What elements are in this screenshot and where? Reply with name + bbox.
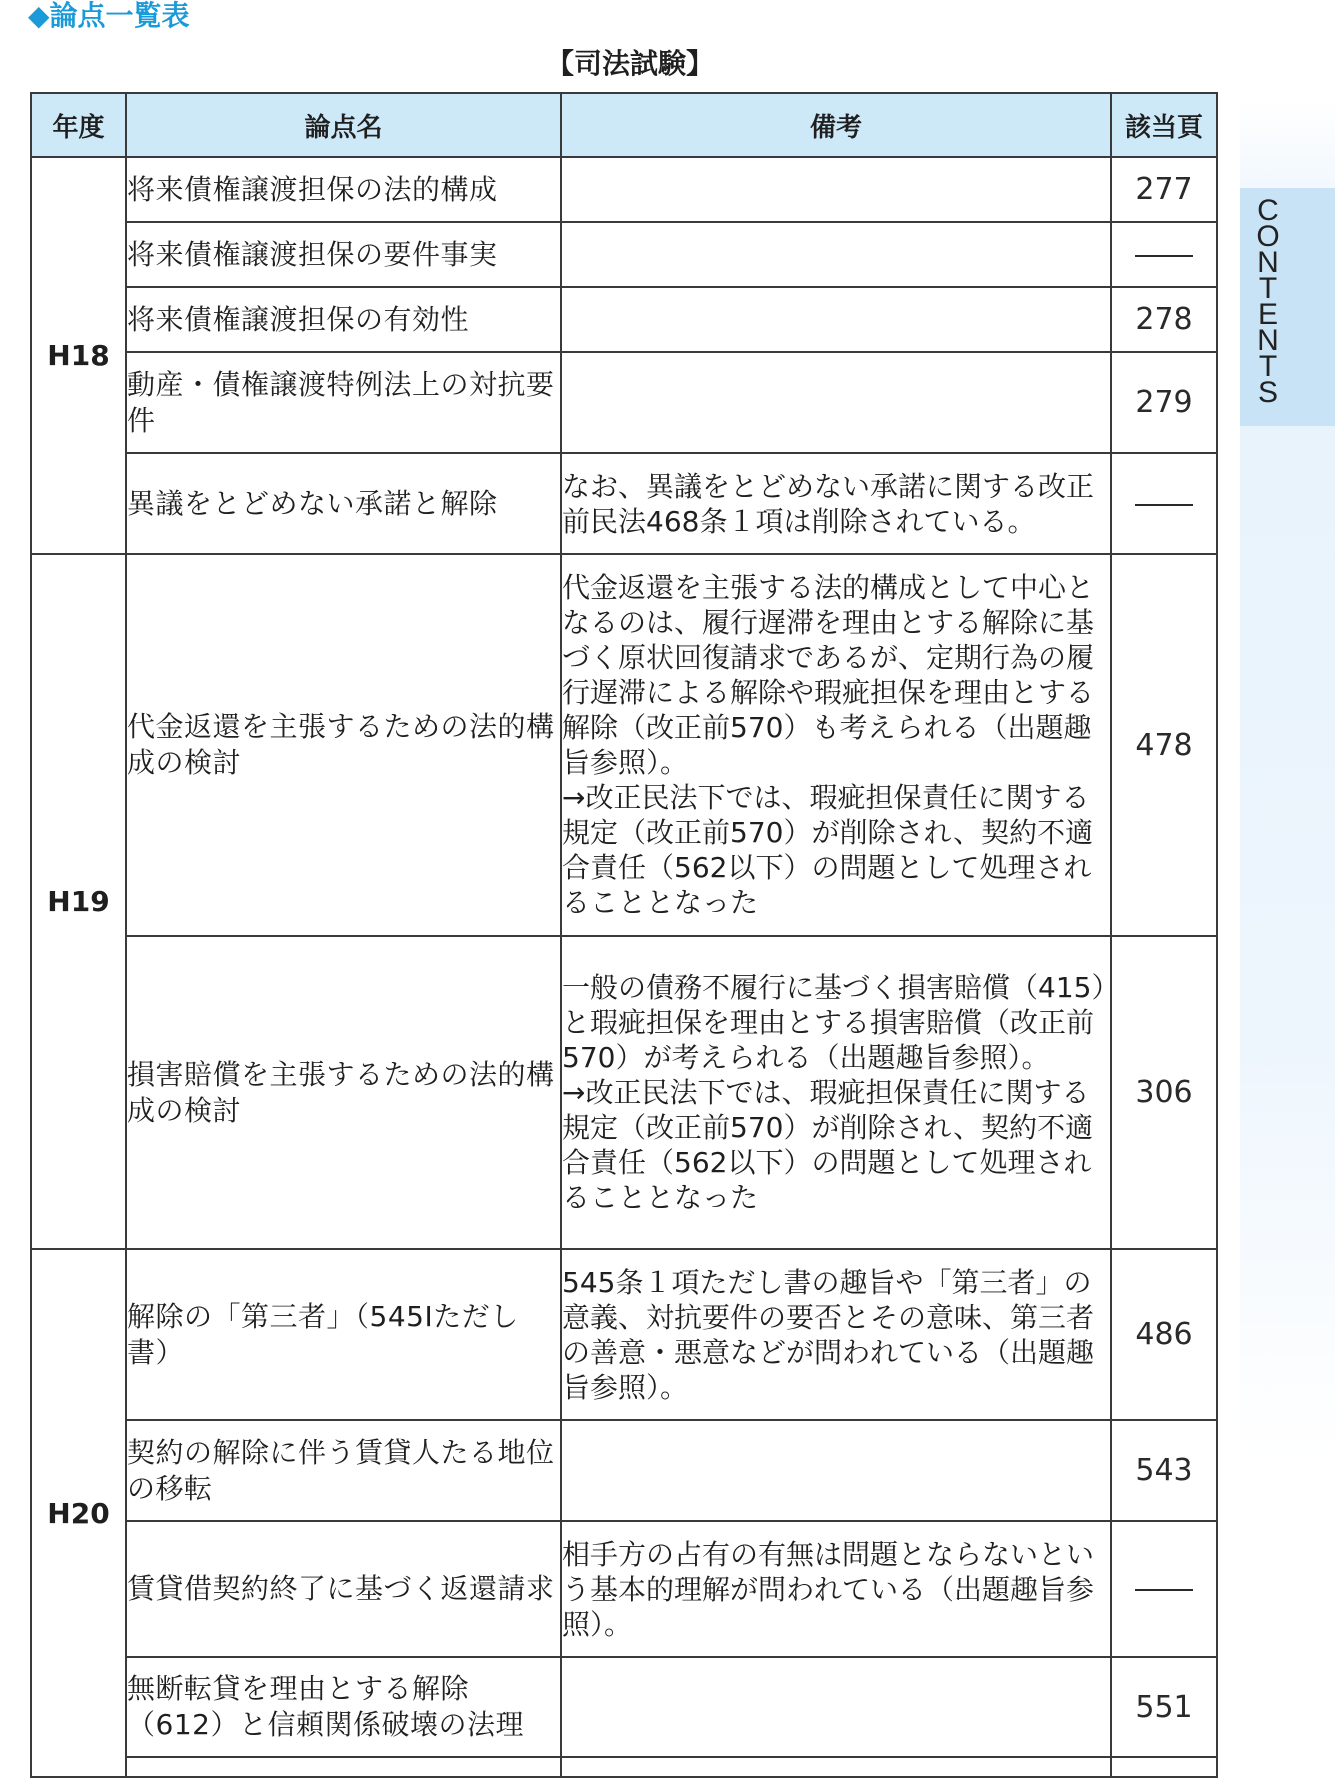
- empty-cell: [126, 1757, 561, 1777]
- topic-cell: 将来債権譲渡担保の法的構成: [126, 157, 561, 222]
- table-row: [31, 222, 1217, 287]
- note-cell: [561, 157, 1111, 222]
- topic-cell: 無断転貸を理由とする解除（612）と信頼関係破壊の法理: [126, 1657, 561, 1757]
- page-heading: ◆論点一覧表: [28, 0, 190, 32]
- table-row: [31, 1521, 1217, 1657]
- table-row-partial: [31, 1757, 1217, 1777]
- page-cell: 279: [1111, 352, 1217, 453]
- note-cell: 545条１項ただし書の趣旨や「第三者」の意義、対抗要件の要否とその意味、第三者の善意・悪意などが問われている（出題趣旨参照）。: [561, 1249, 1111, 1420]
- note-cell: [561, 222, 1111, 287]
- dash-mark: [1135, 255, 1193, 257]
- year-cell: H19: [31, 554, 126, 1249]
- topic-cell: 解除の「第三者」（545Ⅰただし書）: [126, 1249, 561, 1420]
- page-cell: 486: [1111, 1249, 1217, 1420]
- dash-mark: [1135, 504, 1193, 506]
- note-cell: [561, 554, 1111, 936]
- table-row: [31, 287, 1217, 352]
- page-cell-dash: [1111, 1521, 1217, 1657]
- page-cell: 278: [1111, 287, 1217, 352]
- note-cell: [561, 1420, 1111, 1521]
- topic-cell: 代金返還を主張するための法的構成の検討: [126, 554, 561, 936]
- note-text: 一般の債務不履行に基づく損害賠償（415）と瑕疵担保を理由とする損害賠償（改正前570）が考えられる（出題趣旨参照）。: [562, 971, 1106, 1074]
- empty-cell: [1111, 1757, 1217, 1777]
- note-cell: [561, 352, 1111, 453]
- topic-cell: 賃貸借契約終了に基づく返還請求: [126, 1521, 561, 1657]
- year-cell: H20: [31, 1249, 126, 1777]
- table-row: [31, 554, 1217, 936]
- note-cell: [561, 936, 1111, 1249]
- table-row: [31, 1420, 1217, 1521]
- year-cell: H18: [31, 157, 126, 554]
- table-row: [31, 1249, 1217, 1420]
- topic-cell: 契約の解除に伴う賃貸人たる地位の移転: [126, 1420, 561, 1521]
- table-header-row: [31, 93, 1217, 157]
- table-row: [31, 453, 1217, 554]
- note-cell: なお、異議をとどめない承諾に関する改正前民法468条１項は削除されている。: [561, 453, 1111, 554]
- table-row: [31, 157, 1217, 222]
- page-cell: 306: [1111, 936, 1217, 1249]
- note-cell: [561, 1657, 1111, 1757]
- page-cell: 543: [1111, 1420, 1217, 1521]
- header-year: 年度: [31, 93, 126, 157]
- page-cell-dash: [1111, 222, 1217, 287]
- page-cell: 551: [1111, 1657, 1217, 1757]
- topic-cell: 異議をとどめない承諾と解除: [126, 453, 561, 554]
- topic-cell: 動産・債権譲渡特例法上の対抗要件: [126, 352, 561, 453]
- topic-cell: 将来債権譲渡担保の要件事実: [126, 222, 561, 287]
- note-cell: 相手方の占有の有無は問題とならないという基本的理解が問われている（出題趣旨参照）。: [561, 1521, 1111, 1657]
- table-row: [31, 936, 1217, 1249]
- page-cell: 277: [1111, 157, 1217, 222]
- table-caption: 【司法試験】: [545, 47, 714, 80]
- topic-cell: 将来債権譲渡担保の有効性: [126, 287, 561, 352]
- page-cell-dash: [1111, 453, 1217, 554]
- note-arrow-text: →改正民法下では、瑕疵担保責任に関する規定（改正前570）が削除され、契約不適合責任（562以下）の問題として処理されることとなった: [562, 781, 1094, 919]
- note-text: 代金返還を主張する法的構成として中心となるのは、履行遅滞を理由とする解除に基づく原状回復請求であるが、定期行為の履行遅滞による解除や瑕疵担保を理由とする解除（改正前570）も考えられる（出題趣旨参照）。: [562, 571, 1095, 779]
- contents-tab-label[interactable]: CONTENTS: [1256, 194, 1280, 409]
- header-topic: 論点名: [126, 93, 561, 157]
- empty-cell: [561, 1757, 1111, 1777]
- table-row: [31, 1657, 1217, 1757]
- header-note: 備考: [561, 93, 1111, 157]
- table-row: [31, 352, 1217, 453]
- header-page: 該当頁: [1111, 93, 1217, 157]
- issues-table: [30, 92, 1218, 1778]
- note-cell: [561, 287, 1111, 352]
- dash-mark: [1135, 1589, 1193, 1591]
- page-cell: 478: [1111, 554, 1217, 936]
- topic-cell: 損害賠償を主張するための法的構成の検討: [126, 936, 561, 1249]
- note-arrow-text: →改正民法下では、瑕疵担保責任に関する規定（改正前570）が削除され、契約不適合責任（562以下）の問題として処理されることとなった: [562, 1076, 1094, 1214]
